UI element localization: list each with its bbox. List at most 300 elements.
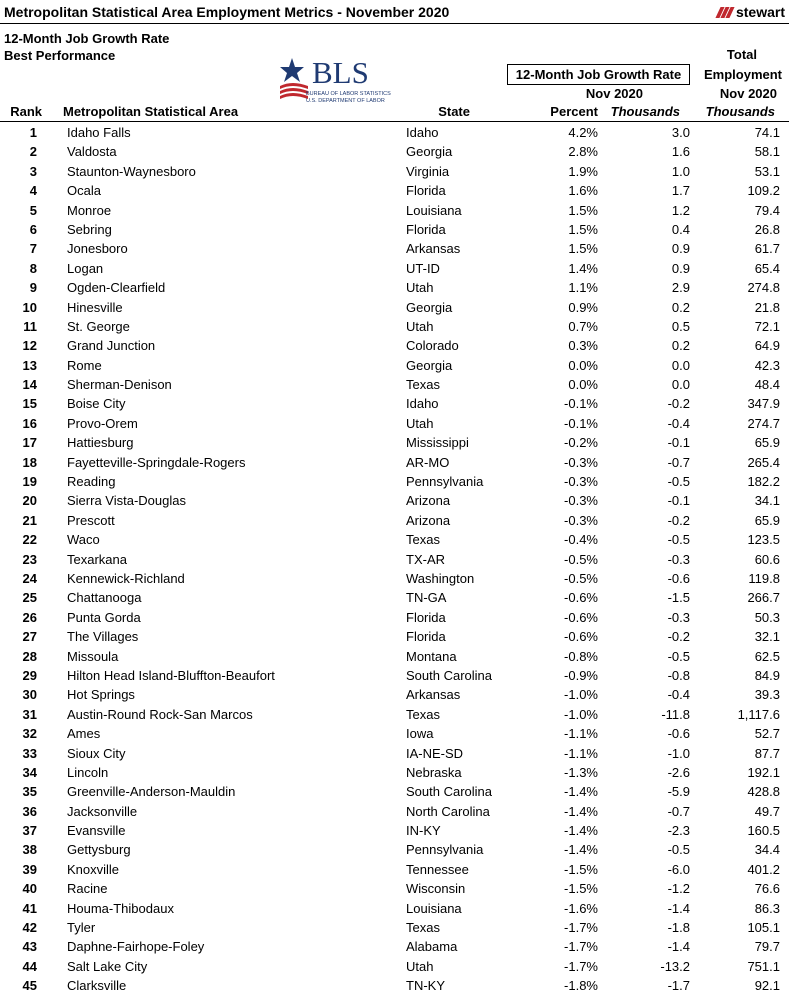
growth-percent-cell: -1.0% (564, 706, 598, 722)
growth-thousands-cell: -0.3 (667, 609, 690, 625)
rank-cell: 35 (22, 784, 37, 800)
msa-name-cell: Hilton Head Island-Bluffton-Beaufort (67, 667, 275, 683)
total-employment-cell: 65.9 (754, 512, 780, 528)
total-employment-cell: 60.6 (754, 551, 780, 567)
total-employment-cell: 428.8 (747, 784, 780, 800)
msa-name-cell: Sebring (67, 221, 112, 237)
growth-thousands-cell: -0.8 (667, 667, 690, 683)
growth-thousands-cell: 1.0 (671, 163, 690, 179)
growth-thousands-cell: -0.2 (667, 396, 690, 412)
growth-percent-cell: -0.6% (564, 629, 598, 645)
table-row (0, 414, 789, 433)
growth-percent-cell: 1.9% (568, 163, 598, 179)
msa-name-cell: Hattiesburg (67, 435, 134, 451)
growth-percent-cell: -1.5% (564, 861, 598, 877)
table-row (0, 394, 789, 413)
table-row (0, 259, 789, 278)
rank-cell: 30 (22, 687, 37, 703)
total-employment-cell: 58.1 (754, 144, 780, 160)
table-row (0, 278, 789, 297)
table-row (0, 336, 789, 355)
rank-cell: 23 (22, 551, 37, 567)
growth-thousands-cell: 0.9 (671, 241, 690, 257)
growth-thousands-cell: 3.0 (671, 125, 690, 140)
table-row (0, 685, 789, 704)
growth-thousands-cell: -0.5 (667, 474, 690, 490)
rank-cell: 19 (22, 474, 37, 490)
growth-percent-cell: -1.7% (564, 920, 598, 936)
state-cell: Alabama (406, 939, 458, 955)
rank-cell: 18 (22, 454, 37, 470)
total-employment-cell: 49.7 (754, 803, 780, 819)
growth-percent-cell: -1.3% (564, 764, 598, 780)
growth-thousands-cell: 1.6 (671, 144, 690, 160)
table-row (0, 491, 789, 510)
state-cell: Pennsylvania (406, 474, 484, 490)
growth-thousands-cell: -1.8 (667, 920, 690, 936)
total-employment-cell: 401.2 (747, 861, 780, 877)
growth-percent-cell: -0.5% (564, 570, 598, 586)
state-cell: North Carolina (406, 803, 490, 819)
state-cell: Georgia (406, 299, 453, 315)
msa-name-cell: Ames (67, 726, 101, 742)
total-employment-cell: 34.4 (754, 842, 780, 858)
state-cell: Pennsylvania (406, 842, 484, 858)
growth-percent-cell: 1.5% (568, 202, 598, 218)
growth-percent-cell: -1.4% (564, 803, 598, 819)
growth-thousands-cell: -1.4 (667, 939, 690, 955)
table-row (0, 627, 789, 646)
table-row (0, 705, 789, 724)
msa-name-cell: Missoula (67, 648, 119, 664)
table-row (0, 937, 789, 956)
table-row (0, 608, 789, 627)
state-cell: Mississippi (406, 435, 469, 451)
growth-thousands-cell: -1.0 (667, 745, 690, 761)
state-cell: Florida (406, 609, 446, 625)
growth-percent-cell: -1.4% (564, 823, 598, 839)
total-employment-cell: 48.4 (754, 377, 780, 393)
state-cell: South Carolina (406, 667, 492, 683)
table-row (0, 239, 789, 258)
rank-cell: 13 (22, 357, 37, 373)
growth-thousands-cell: 2.9 (671, 280, 690, 296)
growth-percent-cell: -1.6% (564, 900, 598, 916)
msa-name-cell: The Villages (67, 629, 139, 645)
state-cell: Idaho (406, 125, 439, 140)
table-row (0, 724, 789, 743)
col-header-state: State (438, 104, 470, 119)
state-cell: Arizona (406, 512, 451, 528)
growth-percent-cell: -1.0% (564, 687, 598, 703)
state-cell: Texas (406, 532, 440, 548)
rank-cell: 34 (22, 764, 37, 780)
growth-thousands-cell: -0.4 (667, 687, 690, 703)
growth-percent-cell: 1.1% (568, 280, 598, 296)
table-row (0, 453, 789, 472)
table-row (0, 899, 789, 918)
msa-name-cell: Racine (67, 881, 108, 897)
state-cell: AR-MO (406, 454, 450, 470)
rank-cell: 45 (22, 978, 37, 994)
rank-cell: 2 (29, 144, 37, 160)
growth-thousands-cell: -6.0 (667, 861, 690, 877)
rank-cell: 9 (29, 280, 37, 296)
total-employment-cell: 84.9 (754, 667, 780, 683)
total-employment-cell: 182.2 (747, 474, 780, 490)
table-row (0, 201, 789, 220)
rank-cell: 1 (29, 125, 37, 140)
msa-name-cell: Ogden-Clearfield (67, 280, 166, 296)
col-header-msa: Metropolitan Statistical Area (63, 104, 239, 119)
rank-cell: 44 (22, 958, 37, 974)
rank-cell: 17 (22, 435, 37, 451)
total-employment-cell: 347.9 (747, 396, 780, 412)
rank-cell: 25 (22, 590, 37, 606)
rank-cell: 40 (22, 881, 37, 897)
total-employment-cell: 42.3 (754, 357, 780, 373)
growth-percent-cell: -0.3% (564, 493, 598, 509)
msa-name-cell: Fayetteville-Springdale-Rogers (67, 454, 246, 470)
total-employment-cell: 74.1 (754, 125, 780, 140)
total-employment-cell: 274.7 (747, 415, 780, 431)
col-group-growth-rate: 12-Month Job Growth Rate (507, 64, 690, 85)
growth-thousands-cell: -13.2 (660, 958, 690, 974)
growth-percent-cell: -1.4% (564, 784, 598, 800)
growth-thousands-cell: 1.7 (671, 183, 690, 199)
growth-percent-cell: 0.3% (568, 338, 598, 354)
growth-percent-cell: 2.8% (568, 144, 598, 160)
rank-cell: 24 (22, 570, 37, 586)
growth-percent-cell: 1.5% (568, 221, 598, 237)
rank-cell: 11 (23, 318, 37, 334)
total-employment-cell: 65.9 (754, 435, 780, 451)
msa-name-cell: Daphne-Fairhope-Foley (67, 939, 205, 955)
growth-thousands-cell: 0.0 (671, 357, 690, 373)
table-row (0, 782, 789, 801)
table-row (0, 821, 789, 840)
state-cell: Nebraska (406, 764, 462, 780)
growth-thousands-cell: -0.6 (667, 726, 690, 742)
growth-thousands-cell: -0.7 (667, 454, 690, 470)
table-row (0, 220, 789, 239)
table-row (0, 588, 789, 607)
rank-cell: 8 (29, 260, 37, 276)
col-header-rank: Rank (10, 104, 42, 119)
msa-name-cell: Boise City (67, 396, 126, 412)
msa-name-cell: Houma-Thibodaux (67, 900, 174, 916)
state-cell: Georgia (406, 144, 453, 160)
total-employment-cell: 119.8 (748, 570, 780, 586)
rank-cell: 4 (29, 183, 37, 199)
state-cell: Texas (406, 706, 440, 722)
state-cell: Virginia (406, 163, 450, 179)
table-row (0, 375, 789, 394)
growth-thousands-cell: -0.1 (667, 435, 690, 451)
msa-name-cell: Tyler (67, 920, 96, 936)
table-row (0, 298, 789, 317)
rank-cell: 12 (22, 338, 37, 354)
growth-thousands-cell: 0.0 (671, 377, 690, 393)
growth-thousands-cell: -0.1 (667, 493, 690, 509)
table-row (0, 356, 789, 375)
growth-thousands-cell: -11.8 (661, 706, 690, 722)
growth-percent-cell: -1.8% (564, 978, 598, 994)
table-row (0, 472, 789, 491)
growth-thousands-cell: -0.2 (667, 512, 690, 528)
rank-cell: 36 (22, 803, 37, 819)
state-cell: Colorado (406, 338, 459, 354)
col-header-total-line2: Employment (703, 67, 782, 82)
col-header-total-units: Thousands (705, 104, 775, 119)
growth-percent-cell: -0.1% (564, 415, 598, 431)
growth-thousands-cell: -0.2 (667, 629, 690, 645)
state-cell: Wisconsin (406, 881, 466, 897)
total-employment-cell: 65.4 (754, 260, 780, 276)
total-employment-cell: 52.7 (754, 726, 780, 742)
table-row (0, 142, 789, 161)
state-cell: Texas (406, 377, 440, 393)
msa-name-cell: Rome (67, 357, 102, 373)
rank-cell: 28 (22, 648, 37, 664)
growth-percent-cell: -1.5% (564, 881, 598, 897)
table-row (0, 511, 789, 530)
state-cell: Arkansas (406, 687, 461, 703)
msa-name-cell: St. George (67, 318, 130, 334)
total-employment-cell: 265.4 (747, 454, 780, 470)
growth-thousands-cell: -1.5 (667, 590, 690, 606)
subtitle-ranking: Best Performance (4, 48, 116, 63)
msa-name-cell: Austin-Round Rock-San Marcos (67, 706, 253, 722)
col-header-thousands: Thousands (610, 104, 680, 119)
rank-cell: 6 (29, 221, 37, 237)
total-employment-cell: 79.4 (754, 202, 780, 218)
msa-name-cell: Texarkana (67, 551, 127, 567)
col-header-percent: Percent (550, 104, 598, 119)
rank-cell: 7 (29, 241, 37, 257)
growth-thousands-cell: -1.2 (667, 881, 690, 897)
total-employment-cell: 87.7 (754, 745, 780, 761)
table-row (0, 976, 789, 995)
msa-name-cell: Kennewick-Richland (67, 570, 185, 586)
growth-percent-cell: -1.1% (564, 726, 598, 742)
growth-thousands-cell: -0.7 (667, 803, 690, 819)
state-cell: Washington (406, 570, 475, 586)
growth-thousands-cell: 0.2 (671, 299, 690, 315)
rank-cell: 32 (22, 726, 37, 742)
msa-name-cell: Idaho Falls (67, 125, 131, 140)
table-row (0, 123, 789, 142)
total-employment-cell: 192.1 (747, 764, 780, 780)
growth-thousands-cell: -0.6 (667, 570, 690, 586)
growth-percent-cell: 4.2% (568, 125, 598, 140)
col-header-total-period: Nov 2020 (719, 86, 777, 101)
state-cell: Utah (406, 415, 434, 431)
growth-percent-cell: -0.5% (564, 551, 598, 567)
msa-name-cell: Staunton-Waynesboro (67, 163, 196, 179)
msa-name-cell: Hot Springs (67, 687, 135, 703)
bls-wordmark: BLS (312, 55, 369, 90)
state-cell: Louisiana (406, 900, 462, 916)
stewart-slashes-icon (718, 7, 733, 18)
state-cell: TN-GA (406, 590, 447, 606)
state-cell: IN-KY (406, 823, 441, 839)
total-employment-cell: 1,117.6 (737, 706, 780, 722)
growth-percent-cell: -0.2% (564, 435, 598, 451)
table-row (0, 744, 789, 763)
state-cell: UT-ID (406, 260, 440, 276)
msa-name-cell: Ocala (67, 183, 101, 199)
rank-cell: 10 (22, 299, 37, 315)
state-cell: South Carolina (406, 784, 492, 800)
msa-name-cell: Chattanooga (67, 590, 142, 606)
total-employment-cell: 92.1 (754, 978, 780, 994)
msa-name-cell: Greenville-Anderson-Mauldin (67, 784, 236, 800)
subtitle-metric: 12-Month Job Growth Rate (4, 31, 170, 46)
col-header-total-line1: Total (726, 47, 757, 62)
growth-percent-cell: -1.7% (564, 939, 598, 955)
growth-percent-cell: -0.3% (564, 512, 598, 528)
rank-cell: 20 (22, 493, 37, 509)
table-row (0, 550, 789, 569)
growth-percent-cell: -0.3% (564, 474, 598, 490)
msa-name-cell: Valdosta (67, 144, 117, 160)
growth-percent-cell: -0.8% (564, 648, 598, 664)
bls-agency-line: BUREAU OF LABOR STATISTICS (306, 91, 391, 97)
header-divider (0, 121, 789, 122)
table-row (0, 860, 789, 879)
growth-thousands-cell: 0.4 (671, 221, 690, 237)
msa-name-cell: Salt Lake City (67, 958, 148, 974)
bls-logo (278, 55, 391, 106)
rank-cell: 15 (22, 396, 37, 412)
growth-thousands-cell: 0.2 (671, 338, 690, 354)
table-row (0, 666, 789, 685)
growth-percent-cell: -0.3% (564, 454, 598, 470)
total-employment-cell: 109.2 (747, 183, 780, 199)
total-employment-cell: 105.1 (747, 920, 780, 936)
growth-percent-cell: -1.1% (564, 745, 598, 761)
col-header-growth-period: Nov 2020 (585, 86, 643, 101)
state-cell: Georgia (406, 357, 453, 373)
growth-thousands-cell: -2.6 (667, 764, 690, 780)
total-employment-cell: 64.9 (754, 338, 780, 354)
total-employment-cell: 39.3 (754, 687, 780, 703)
msa-name-cell: Grand Junction (67, 338, 156, 354)
state-cell: Montana (406, 648, 457, 664)
total-employment-cell: 86.3 (754, 900, 780, 916)
stewart-logo (718, 4, 785, 20)
state-cell: Iowa (406, 726, 434, 742)
msa-name-cell: Prescott (67, 512, 115, 528)
state-cell: Utah (406, 958, 434, 974)
msa-name-cell: Monroe (67, 202, 112, 218)
growth-percent-cell: 0.0% (568, 357, 598, 373)
growth-thousands-cell: -0.5 (667, 532, 690, 548)
rank-cell: 37 (22, 823, 37, 839)
state-cell: Utah (406, 280, 434, 296)
total-employment-cell: 274.8 (747, 280, 780, 296)
state-cell: IA-NE-SD (406, 745, 464, 761)
bls-department-line: U.S. DEPARTMENT OF LABOR (306, 98, 385, 104)
growth-percent-cell: -0.1% (564, 396, 598, 412)
growth-percent-cell: 1.6% (568, 183, 598, 199)
rank-cell: 22 (22, 532, 37, 548)
total-employment-cell: 34.1 (754, 493, 780, 509)
rank-cell: 43 (22, 939, 37, 955)
total-employment-cell: 53.1 (754, 163, 780, 179)
state-cell: Louisiana (406, 202, 462, 218)
msa-name-cell: Jacksonville (67, 803, 138, 819)
total-employment-cell: 123.5 (747, 532, 780, 548)
rank-cell: 14 (22, 377, 37, 393)
msa-name-cell: Evansville (67, 823, 126, 839)
growth-percent-cell: 1.5% (568, 241, 598, 257)
growth-percent-cell: 0.9% (568, 299, 598, 315)
table-row (0, 879, 789, 898)
msa-name-cell: Gettysburg (67, 842, 131, 858)
table-row (0, 957, 789, 976)
total-employment-cell: 751.1 (747, 958, 780, 974)
rank-cell: 29 (22, 667, 37, 683)
rank-cell: 33 (22, 745, 37, 761)
total-employment-cell: 62.5 (754, 648, 780, 664)
total-employment-cell: 79.7 (754, 939, 780, 955)
state-cell: TX-AR (406, 551, 445, 567)
total-employment-cell: 21.8 (754, 299, 780, 315)
rank-cell: 31 (22, 706, 37, 722)
table-row (0, 317, 789, 336)
growth-thousands-cell: -2.3 (667, 823, 690, 839)
title-divider (0, 23, 789, 24)
msa-name-cell: Provo-Orem (67, 415, 138, 431)
state-cell: Idaho (406, 396, 439, 412)
state-cell: Florida (406, 629, 446, 645)
state-cell: Texas (406, 920, 440, 936)
growth-percent-cell: -0.6% (564, 609, 598, 625)
table-row (0, 802, 789, 821)
msa-name-cell: Logan (67, 260, 104, 276)
growth-percent-cell: 0.7% (568, 318, 598, 334)
growth-percent-cell: -1.4% (564, 842, 598, 858)
state-cell: TN-KY (406, 978, 445, 994)
growth-thousands-cell: 0.5 (671, 318, 690, 334)
stewart-wordmark: stewart (735, 4, 785, 20)
total-employment-cell: 76.6 (754, 881, 780, 897)
msa-name-cell: Reading (67, 474, 116, 490)
table-row (0, 433, 789, 452)
rank-cell: 3 (29, 163, 37, 179)
rank-cell: 21 (22, 512, 37, 528)
state-cell: Arkansas (406, 241, 461, 257)
msa-name-cell: Hinesville (67, 299, 123, 315)
msa-name-cell: Sherman-Denison (67, 377, 172, 393)
growth-thousands-cell: -0.5 (667, 648, 690, 664)
total-employment-cell: 72.1 (754, 318, 780, 334)
msa-name-cell: Sierra Vista-Douglas (67, 493, 186, 509)
growth-thousands-cell: -5.9 (667, 784, 690, 800)
growth-percent-cell: -0.4% (564, 532, 598, 548)
rank-cell: 42 (22, 920, 37, 936)
rank-cell: 41 (22, 900, 37, 916)
msa-name-cell: Lincoln (67, 764, 109, 780)
page-title: Metropolitan Statistical Area Employment Metrics - November 2020 (4, 4, 450, 20)
growth-thousands-cell: -0.3 (667, 551, 690, 567)
growth-percent-cell: 1.4% (568, 260, 598, 276)
msa-name-cell: Sioux City (67, 745, 126, 761)
table-row (0, 181, 789, 200)
rank-cell: 38 (22, 842, 37, 858)
